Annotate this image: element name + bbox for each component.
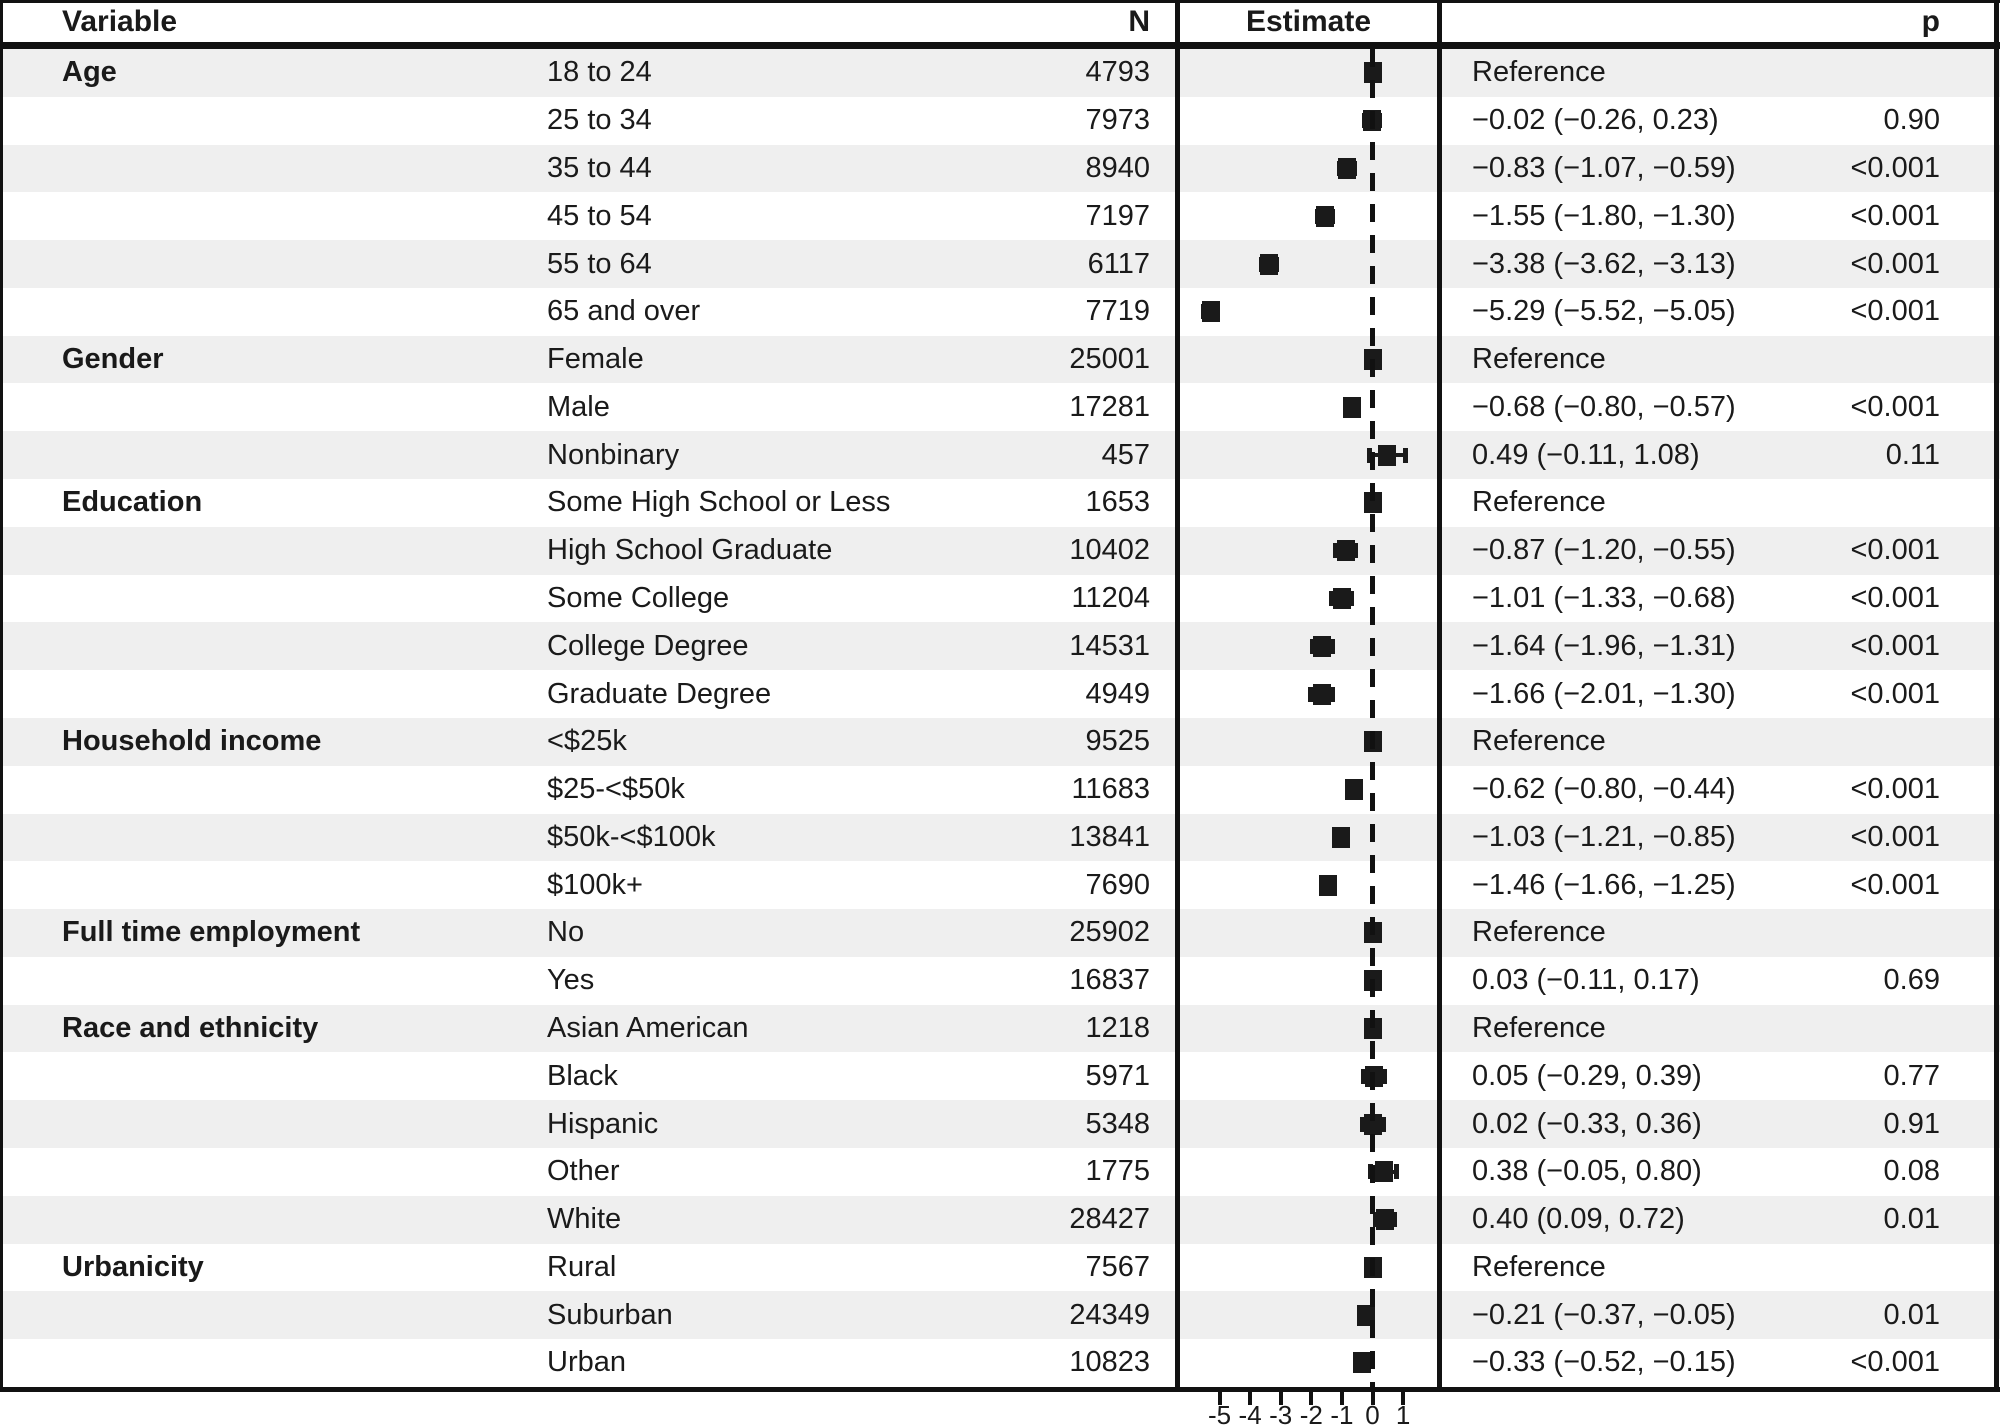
p-value: 0.01 — [1883, 1203, 1940, 1236]
variable-group-label: Age — [62, 56, 117, 89]
category-label: Nonbinary — [547, 438, 680, 471]
table-row — [0, 240, 2000, 288]
variable-group-label: Full time employment — [62, 916, 361, 949]
estimate-marker — [1332, 827, 1350, 848]
table-row — [0, 288, 2000, 336]
category-label: Suburban — [547, 1298, 673, 1331]
n-value: 5348 — [1085, 1107, 1150, 1140]
category-label: Urban — [547, 1346, 626, 1379]
estimate-marker — [1375, 1161, 1393, 1182]
n-value: 7719 — [1085, 295, 1150, 328]
table-row — [0, 97, 2000, 145]
n-value: 7973 — [1085, 104, 1150, 137]
p-value: <0.001 — [1850, 247, 1940, 280]
n-value: 8940 — [1085, 151, 1150, 184]
table-row — [0, 336, 2000, 384]
estimate-ci-text: −5.29 (−5.52, −5.05) — [1472, 295, 1736, 328]
estimate-ci-text: Reference — [1472, 1012, 1606, 1045]
p-value: <0.001 — [1850, 199, 1940, 232]
estimate-ci-text: −1.01 (−1.33, −0.68) — [1472, 581, 1736, 614]
category-label: Rural — [547, 1250, 617, 1283]
axis-tick-label: 1 — [1395, 1400, 1411, 1428]
p-value: <0.001 — [1850, 151, 1940, 184]
column-header-n: N — [1128, 4, 1150, 38]
table-row — [0, 622, 2000, 670]
table-border-left — [0, 0, 3, 1392]
estimate-ci-text: 0.02 (−0.33, 0.36) — [1472, 1107, 1702, 1140]
ci-whisker-cap — [1330, 687, 1335, 702]
estimate-marker — [1337, 540, 1355, 561]
axis-tick-label: -4 — [1238, 1400, 1262, 1428]
estimate-marker — [1202, 301, 1220, 322]
n-value: 24349 — [1069, 1298, 1150, 1331]
axis-tick-label: -2 — [1299, 1400, 1323, 1428]
estimate-ci-text: Reference — [1472, 725, 1606, 758]
p-value: <0.001 — [1850, 773, 1940, 806]
category-label: 25 to 34 — [547, 104, 652, 137]
estimate-marker — [1313, 636, 1331, 657]
n-value: 1218 — [1085, 1012, 1150, 1045]
header-divider-rule — [0, 42, 2000, 49]
estimate-ci-text: 0.40 (0.09, 0.72) — [1472, 1203, 1685, 1236]
estimate-ci-text: −1.46 (−1.66, −1.25) — [1472, 868, 1736, 901]
p-value: 0.77 — [1883, 1059, 1940, 1092]
estimate-ci-text: −1.55 (−1.80, −1.30) — [1472, 199, 1736, 232]
estimate-marker — [1333, 588, 1351, 609]
p-value: <0.001 — [1850, 390, 1940, 423]
estimate-marker — [1316, 206, 1334, 227]
category-label: College Degree — [547, 629, 749, 662]
estimate-ci-text: −0.87 (−1.20, −0.55) — [1472, 534, 1736, 567]
n-value: 10823 — [1069, 1346, 1150, 1379]
axis-tick-label: -1 — [1330, 1400, 1354, 1428]
n-value: 1653 — [1085, 486, 1150, 519]
table-row — [0, 1244, 2000, 1292]
p-value: <0.001 — [1850, 677, 1940, 710]
estimate-marker — [1338, 158, 1356, 179]
table-border-right — [1994, 0, 1999, 1392]
table-row — [0, 575, 2000, 623]
p-value — [1700, 1244, 1940, 1292]
n-value: 10402 — [1069, 534, 1150, 567]
axis-tick-label: 0 — [1365, 1400, 1380, 1428]
estimate-ci-text: −0.83 (−1.07, −0.59) — [1472, 151, 1736, 184]
estimate-ci-text: −3.38 (−3.62, −3.13) — [1472, 247, 1736, 280]
n-value: 14531 — [1069, 629, 1150, 662]
variable-group-label: Race and ethnicity — [62, 1012, 319, 1045]
n-value: 11204 — [1071, 581, 1150, 614]
table-row — [0, 479, 2000, 527]
p-value — [1700, 49, 1940, 97]
n-value: 4793 — [1085, 56, 1150, 89]
category-label: 45 to 54 — [547, 199, 652, 232]
p-value: <0.001 — [1850, 820, 1940, 853]
category-label: Other — [547, 1155, 620, 1188]
variable-group-label: Gender — [62, 343, 164, 376]
category-label: 55 to 64 — [547, 247, 652, 280]
category-label: $25-<$50k — [547, 773, 685, 806]
category-label: Some College — [547, 581, 730, 614]
estimate-ci-text: Reference — [1472, 343, 1606, 376]
table-row — [0, 1291, 2000, 1339]
estimate-marker — [1343, 397, 1361, 418]
p-value — [1700, 336, 1940, 384]
table-row — [0, 957, 2000, 1005]
table-row — [0, 145, 2000, 193]
n-value: 7197 — [1085, 199, 1150, 232]
p-value — [1700, 718, 1940, 766]
estimate-ci-text: −1.64 (−1.96, −1.31) — [1472, 629, 1736, 662]
table-row — [0, 192, 2000, 240]
variable-group-label: Urbanicity — [62, 1250, 204, 1283]
category-label: Some High School or Less — [547, 486, 891, 519]
estimate-marker — [1345, 779, 1363, 800]
p-value: <0.001 — [1850, 534, 1940, 567]
table-row — [0, 670, 2000, 718]
variable-group-label: Education — [62, 486, 203, 519]
p-value: 0.08 — [1883, 1155, 1940, 1188]
category-label: 65 and over — [547, 295, 701, 328]
category-label: No — [547, 916, 585, 949]
estimate-marker — [1260, 254, 1278, 275]
ci-whisker-cap — [1394, 1164, 1399, 1179]
estimate-ci-text: 0.03 (−0.11, 0.17) — [1472, 964, 1700, 997]
n-value: 16837 — [1069, 964, 1150, 997]
p-value: 0.69 — [1883, 964, 1940, 997]
table-row — [0, 909, 2000, 957]
table-row — [0, 431, 2000, 479]
p-value — [1700, 1005, 1940, 1053]
category-label: High School Graduate — [547, 534, 833, 567]
n-value: 9525 — [1085, 725, 1150, 758]
p-value: <0.001 — [1850, 629, 1940, 662]
table-row — [0, 814, 2000, 862]
n-value: 7690 — [1085, 868, 1150, 901]
estimate-ci-text: −0.02 (−0.26, 0.23) — [1472, 104, 1719, 137]
p-value: <0.001 — [1850, 1346, 1940, 1379]
estimate-ci-text: Reference — [1472, 56, 1606, 89]
n-value: 7567 — [1085, 1250, 1150, 1283]
estimate-ci-text: 0.05 (−0.29, 0.39) — [1472, 1059, 1702, 1092]
estimate-marker — [1319, 875, 1337, 896]
category-label: Yes — [547, 964, 595, 997]
category-label: Female — [547, 343, 644, 376]
column-header-p: p — [1921, 4, 1940, 38]
category-label: Asian American — [547, 1012, 749, 1045]
n-value: 28427 — [1069, 1203, 1150, 1236]
ci-whisker-cap — [1403, 448, 1408, 463]
table-row — [0, 861, 2000, 909]
category-label: <$25k — [547, 725, 627, 758]
estimate-ci-text: 0.38 (−0.05, 0.80) — [1472, 1155, 1702, 1188]
table-row — [0, 49, 2000, 97]
n-value: 11683 — [1071, 773, 1150, 806]
table-row — [0, 1100, 2000, 1148]
estimate-ci-text: −0.33 (−0.52, −0.15) — [1472, 1346, 1736, 1379]
variable-group-label: Household income — [62, 725, 322, 758]
p-value: <0.001 — [1850, 295, 1940, 328]
column-separator-plot-text — [1437, 0, 1442, 1392]
n-value: 5971 — [1085, 1059, 1150, 1092]
axis-tick-label: -5 — [1207, 1400, 1232, 1428]
estimate-ci-text: −0.62 (−0.80, −0.44) — [1472, 773, 1736, 806]
n-value: 6117 — [1087, 247, 1150, 280]
table-row — [0, 527, 2000, 575]
table-row — [0, 718, 2000, 766]
table-body — [0, 49, 2000, 1387]
p-value: 0.11 — [1885, 438, 1940, 471]
estimate-ci-text: Reference — [1472, 1250, 1606, 1283]
estimate-marker — [1313, 684, 1331, 705]
p-value: <0.001 — [1850, 868, 1940, 901]
category-label: $50k-<$100k — [547, 820, 716, 853]
n-value: 25001 — [1069, 343, 1150, 376]
n-value: 25902 — [1069, 916, 1150, 949]
p-value: 0.01 — [1883, 1298, 1940, 1331]
p-value — [1700, 479, 1940, 527]
category-label: 18 to 24 — [547, 56, 652, 89]
estimate-marker — [1378, 445, 1396, 466]
n-value: 1775 — [1085, 1155, 1150, 1188]
header-row — [0, 0, 2000, 43]
column-header-variable: Variable — [62, 4, 178, 38]
axis-tick-label: -3 — [1269, 1400, 1293, 1428]
category-label: $100k+ — [547, 868, 643, 901]
estimate-ci-text: Reference — [1472, 486, 1606, 519]
estimate-ci-text: −0.68 (−0.80, −0.57) — [1472, 390, 1736, 423]
p-value: 0.91 — [1883, 1107, 1940, 1140]
estimate-marker — [1353, 1352, 1371, 1373]
column-header-estimate: Estimate — [1245, 4, 1372, 38]
estimate-ci-text: −1.66 (−2.01, −1.30) — [1472, 677, 1736, 710]
n-value: 17281 — [1069, 390, 1150, 423]
estimate-ci-text: −0.21 (−0.37, −0.05) — [1472, 1298, 1736, 1331]
estimate-ci-text: Reference — [1472, 916, 1606, 949]
category-label: Hispanic — [547, 1107, 659, 1140]
p-value: <0.001 — [1850, 581, 1940, 614]
category-label: 35 to 44 — [547, 151, 652, 184]
estimate-ci-text: −1.03 (−1.21, −0.85) — [1472, 820, 1736, 853]
table-border-bottom — [0, 1387, 2000, 1392]
n-value: 457 — [1101, 438, 1150, 471]
n-value: 13841 — [1069, 820, 1150, 853]
table-row — [0, 1005, 2000, 1053]
category-label: Black — [547, 1059, 618, 1092]
estimate-ci-text: 0.49 (−0.11, 1.08) — [1472, 438, 1700, 471]
category-label: White — [547, 1203, 622, 1236]
table-row — [0, 383, 2000, 431]
table-row — [0, 1148, 2000, 1196]
n-value: 4949 — [1085, 677, 1150, 710]
category-label: Male — [547, 390, 610, 423]
table-row — [0, 766, 2000, 814]
category-label: Graduate Degree — [547, 677, 772, 710]
p-value: 0.90 — [1883, 104, 1940, 137]
table-border-top — [0, 0, 2000, 3]
table-row — [0, 1339, 2000, 1387]
table-row — [0, 1196, 2000, 1244]
p-value — [1700, 909, 1940, 957]
table-row — [0, 1052, 2000, 1100]
zero-reference-line — [1370, 49, 1375, 1387]
column-separator-n-plot — [1175, 0, 1180, 1392]
estimate-marker — [1376, 1209, 1394, 1230]
